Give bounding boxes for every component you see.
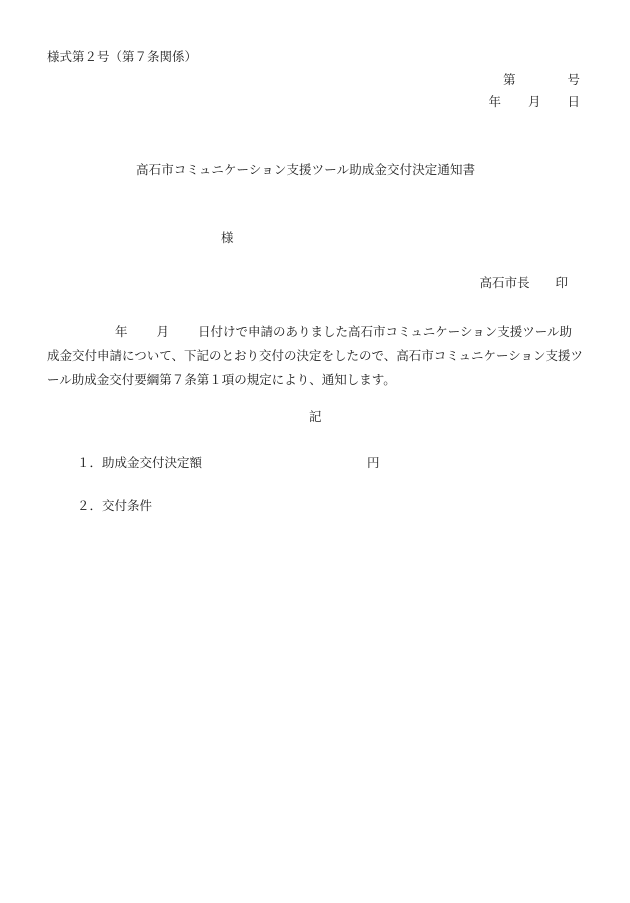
sender-name: 高石市長 <box>479 275 530 290</box>
sender <box>479 277 568 290</box>
list-item-label: 助成金交付決定額 <box>102 455 203 470</box>
form-number: 様式第２号（第７条関係） <box>47 49 198 64</box>
body-month: 月 <box>156 324 170 339</box>
document-number-prefix: 第 <box>502 72 516 87</box>
document-number-suffix: 号 <box>567 72 580 87</box>
ki-heading: 記 <box>309 409 322 424</box>
list-item-number: ２． <box>77 498 103 513</box>
date-day: 日 <box>567 94 580 109</box>
list-item <box>77 457 202 470</box>
list-item-label: 交付条件 <box>102 498 153 513</box>
seal-mark: 印 <box>555 275 568 290</box>
list-item-number: １． <box>77 455 103 470</box>
amount-unit: 円 <box>367 455 380 470</box>
document-date <box>488 96 580 109</box>
body-paragraph <box>47 320 584 392</box>
document-number <box>503 74 580 87</box>
document-title: 高石市コミュニケーション支援ツール助成金交付決定通知書 <box>136 162 476 177</box>
date-month: 月 <box>527 94 541 109</box>
addressee: 様 <box>221 230 234 245</box>
body-year: 年 <box>115 324 128 339</box>
date-year: 年 <box>488 94 501 109</box>
list-item <box>77 500 152 513</box>
body-text: 日付けで申請のありました高石市コミュニケーション支援ツール助成金交付申請について、下記のとおり交付の決定をしたので、高石市コミュニケーション支援ツール助成金交付要綱第７条第１項の規定により、通知します。 <box>47 324 584 387</box>
